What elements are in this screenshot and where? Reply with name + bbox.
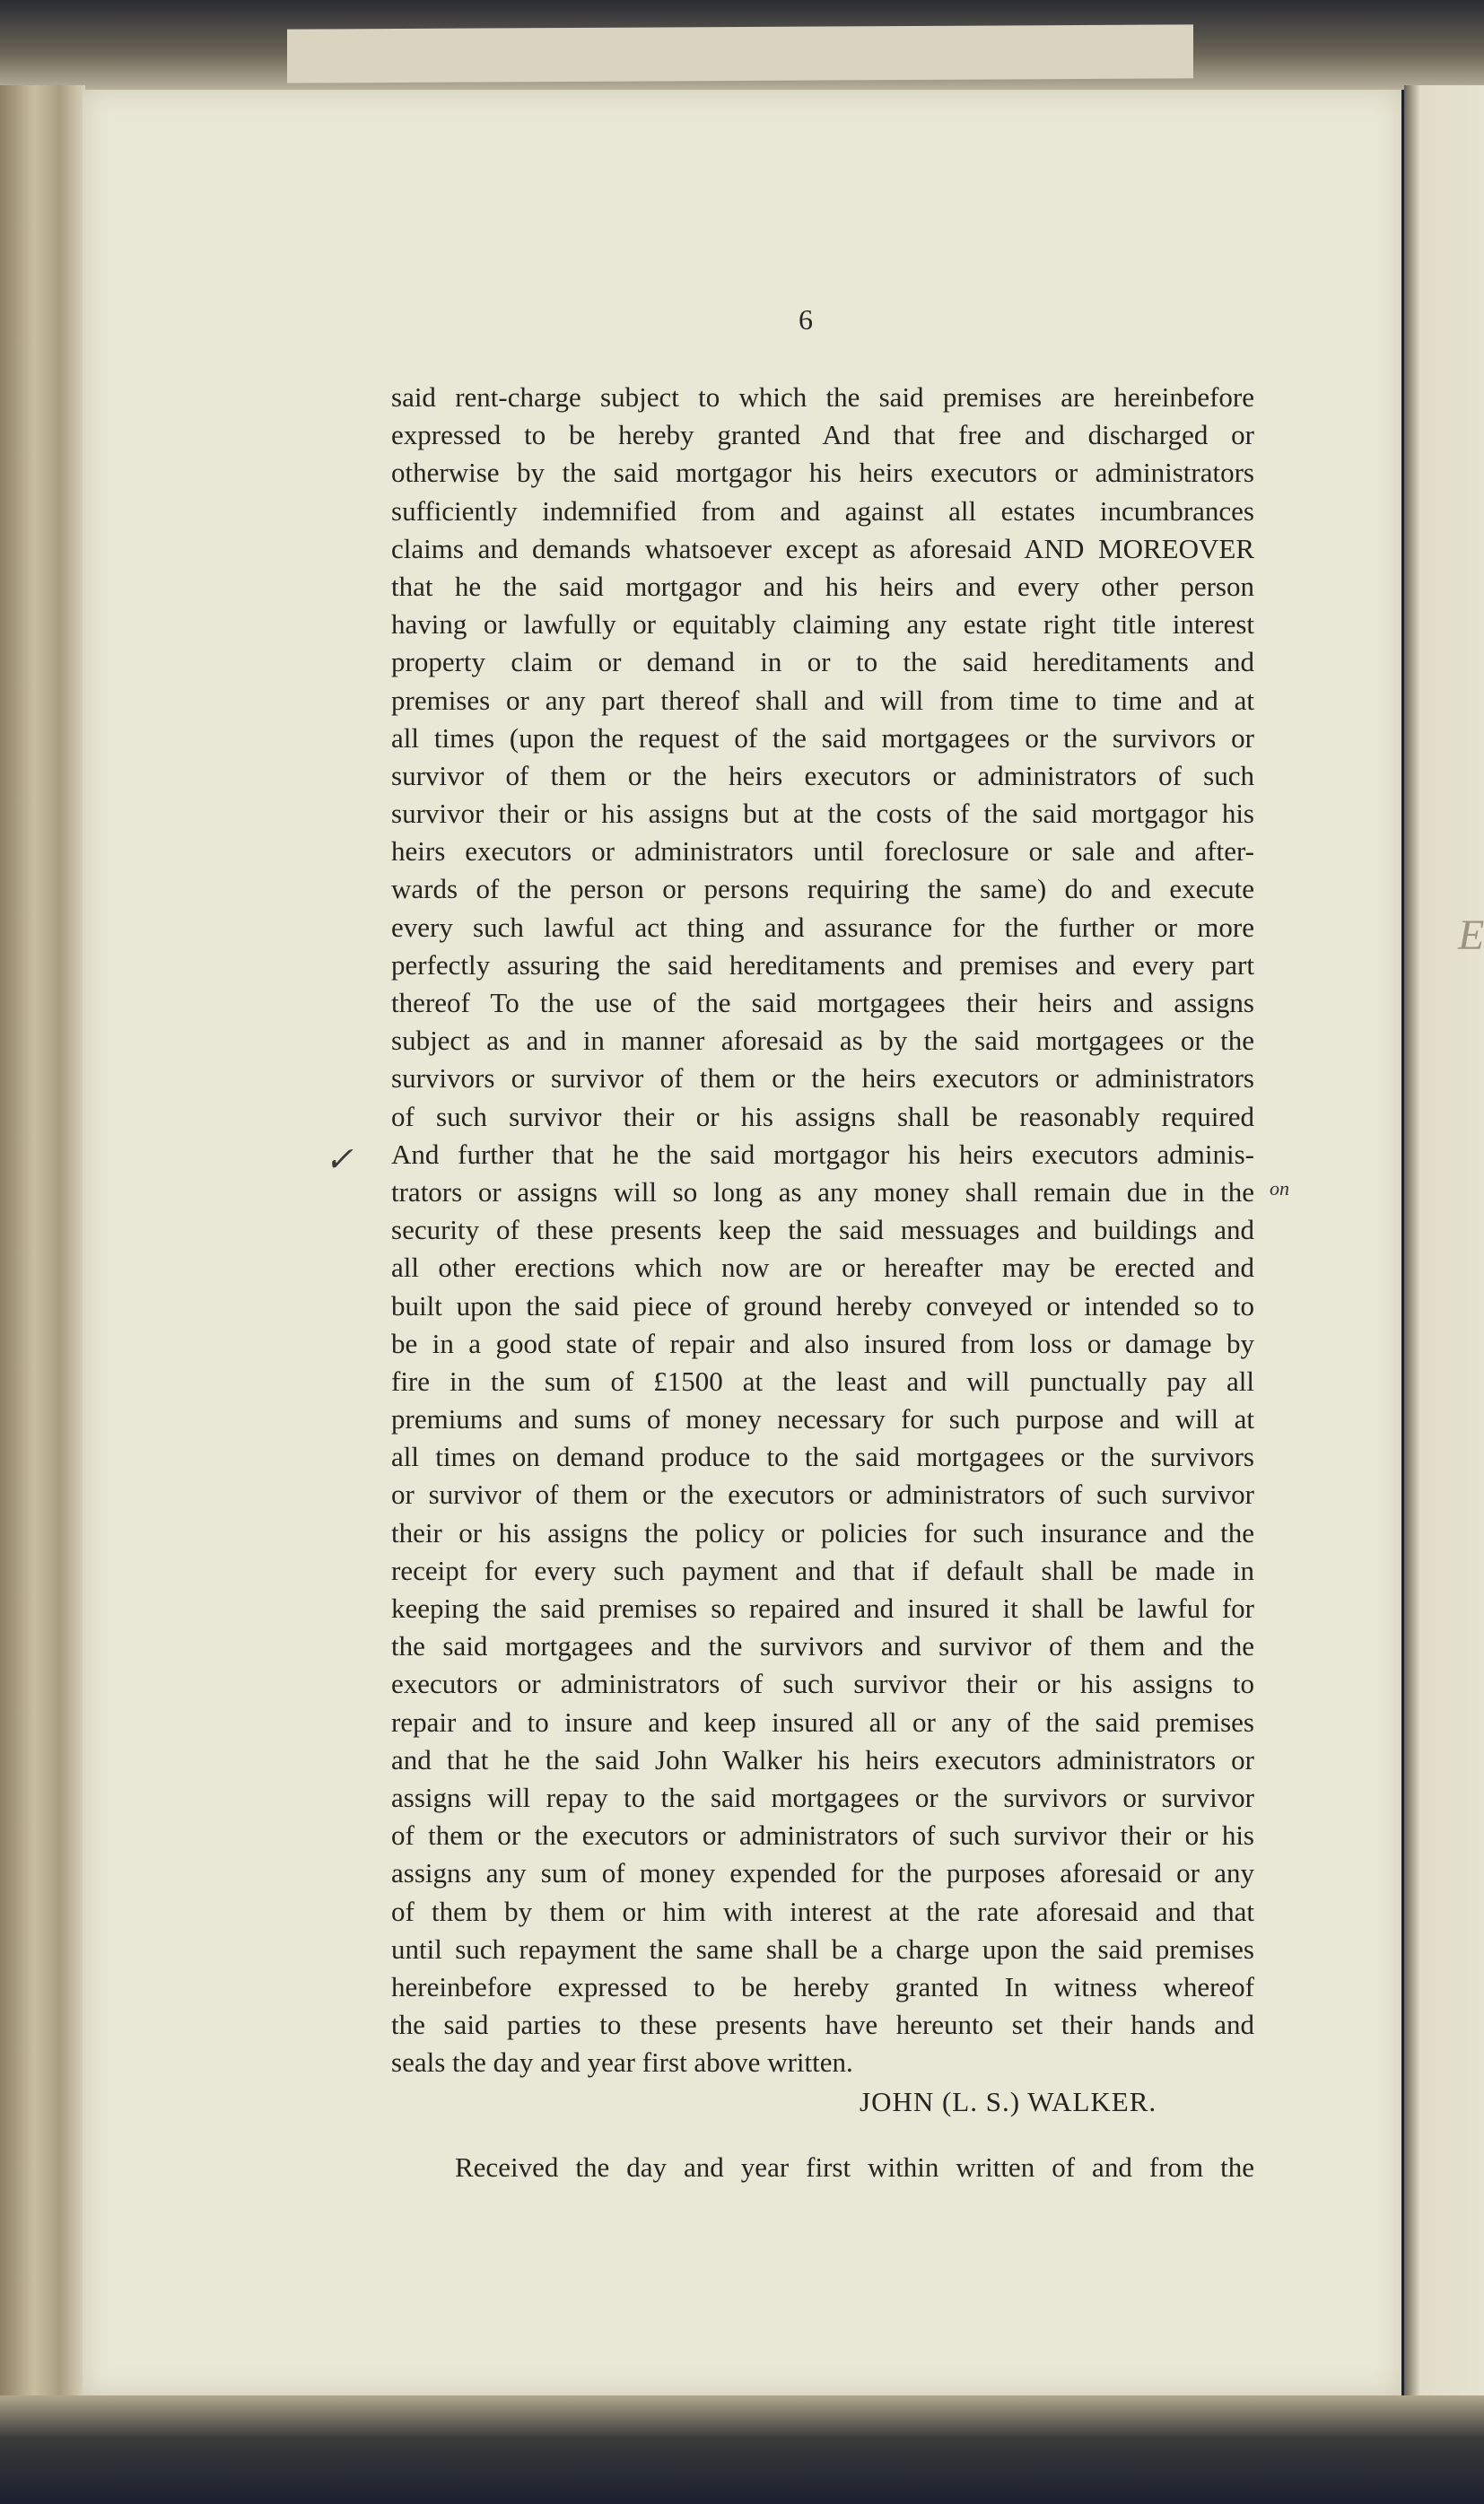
text-line: And further that he the said mortgagor his heirs executors adminis- <box>391 1138 1254 1170</box>
deed-body-text <box>391 379 1254 2081</box>
text-line: property claim or demand in or to the said hereditaments and <box>391 646 1254 678</box>
text-line: subject as and in manner aforesaid as by the said mortgagees or the <box>391 1025 1254 1057</box>
text-line: of such survivor their or his assigns shall be reasonably required <box>391 1100 1254 1132</box>
text-line: built upon the said piece of ground hereby conveyed or intended so to <box>391 1289 1254 1322</box>
facing-page-edge <box>1404 85 1484 2418</box>
text-line: the said mortgagees and the survivors and survivor of them and the <box>391 1630 1254 1662</box>
text-line: assigns any sum of money expended for the purposes aforesaid or any <box>391 1857 1254 1889</box>
facing-page-handwriting: E <box>1458 912 1484 959</box>
text-line: keeping the said premises so repaired and insured it shall be lawful for <box>391 1592 1254 1624</box>
page-number: 6 <box>799 303 813 336</box>
text-line: all times on demand produce to the said mortgagees or the survivors <box>391 1441 1254 1473</box>
receipt-line: Received the day and year first within written of and from the <box>455 2151 1254 2183</box>
text-line: wards of the person or persons requiring the same) do and execute <box>391 873 1254 905</box>
text-line: expressed to be hereby granted And that free and discharged or <box>391 419 1254 451</box>
text-line: be in a good state of repair and also insured from loss or damage by <box>391 1327 1254 1359</box>
text-line: executors or administrators of such survivor their or his assigns to <box>391 1668 1254 1700</box>
text-line: all other erections which now are or hereafter may be erected and <box>391 1252 1254 1284</box>
handwritten-correction: on <box>1270 1177 1289 1200</box>
text-line: or survivor of them or the executors or administrators of such survivor <box>391 1479 1254 1511</box>
page-top-edge <box>287 24 1193 83</box>
text-line: having or lawfully or equitably claiming any estate right title interest <box>391 608 1254 641</box>
text-line: claims and demands whatsoever except as aforesaid AND MOREOVER <box>391 532 1254 564</box>
text-line: security of these presents keep the said messuages and buildings and <box>391 1214 1254 1246</box>
text-line: said rent-charge subject to which the said premises are hereinbefore <box>391 381 1254 413</box>
text-line: premiums and sums of money necessary for such purpose and will at <box>391 1403 1254 1435</box>
text-line: otherwise by the said mortgagor his heirs executors or administrators <box>391 457 1254 489</box>
text-line: perfectly assuring the said hereditaments and premises and every part <box>391 948 1254 981</box>
text-line: until such repayment the same shall be a charge upon the said premises <box>391 1933 1254 1965</box>
text-line: assigns will repay to the said mortgagees or the survivors or survivor <box>391 1781 1254 1813</box>
text-line: survivor of them or the heirs executors or administrators of such <box>391 759 1254 791</box>
text-line: repair and to insure and keep insured all or any of the said premises <box>391 1706 1254 1738</box>
text-line: the said parties to these presents have hereunto set their hands and <box>391 2009 1254 2041</box>
text-line: that he the said mortgagor and his heirs and every other person <box>391 570 1254 602</box>
book-bottom-edge <box>0 2395 1484 2504</box>
text-line: and that he the said John Walker his heirs executors administrators or <box>391 1743 1254 1775</box>
text-line: of them or the executors or administrators of such survivor their or his <box>391 1819 1254 1852</box>
text-line: of them by them or him with interest at the rate aforesaid and that <box>391 1895 1254 1927</box>
signature-line: JOHN (L. S.) WALKER. <box>860 2086 1157 2117</box>
text-line: trators or assigns will so long as any money shall remain due in the <box>391 1175 1254 1208</box>
text-line: premises or any part thereof shall and will from time to time and at <box>391 684 1254 716</box>
text-line: hereinbefore expressed to be hereby granted In witness whereof <box>391 1970 1254 2002</box>
text-line: their or his assigns the policy or policies for such insurance and the <box>391 1516 1254 1549</box>
text-line: fire in the sum of £1500 at the least and will punctually pay all <box>391 1365 1254 1397</box>
text-line: survivor their or his assigns but at the costs of the said mortgagor his <box>391 798 1254 830</box>
text-line: sufficiently indemnified from and against all estates incumbrances <box>391 494 1254 527</box>
text-line: receipt for every such payment and that if default shall be made in <box>391 1554 1254 1586</box>
text-line: all times (upon the request of the said mortgagees or the survivors or <box>391 721 1254 754</box>
text-line: seals the day and year first above written. <box>391 2046 853 2079</box>
book-binding <box>0 85 85 2409</box>
text-line: thereof To the use of the said mortgagees their heirs and assigns <box>391 987 1254 1018</box>
text-line: every such lawful act thing and assurance for the further or more <box>391 911 1254 943</box>
text-line: heirs executors or administrators until foreclosure or sale and after- <box>391 835 1254 868</box>
text-line: survivors or survivor of them or the heirs executors or administrators <box>391 1062 1254 1095</box>
margin-check-mark: ✓ <box>325 1141 354 1179</box>
